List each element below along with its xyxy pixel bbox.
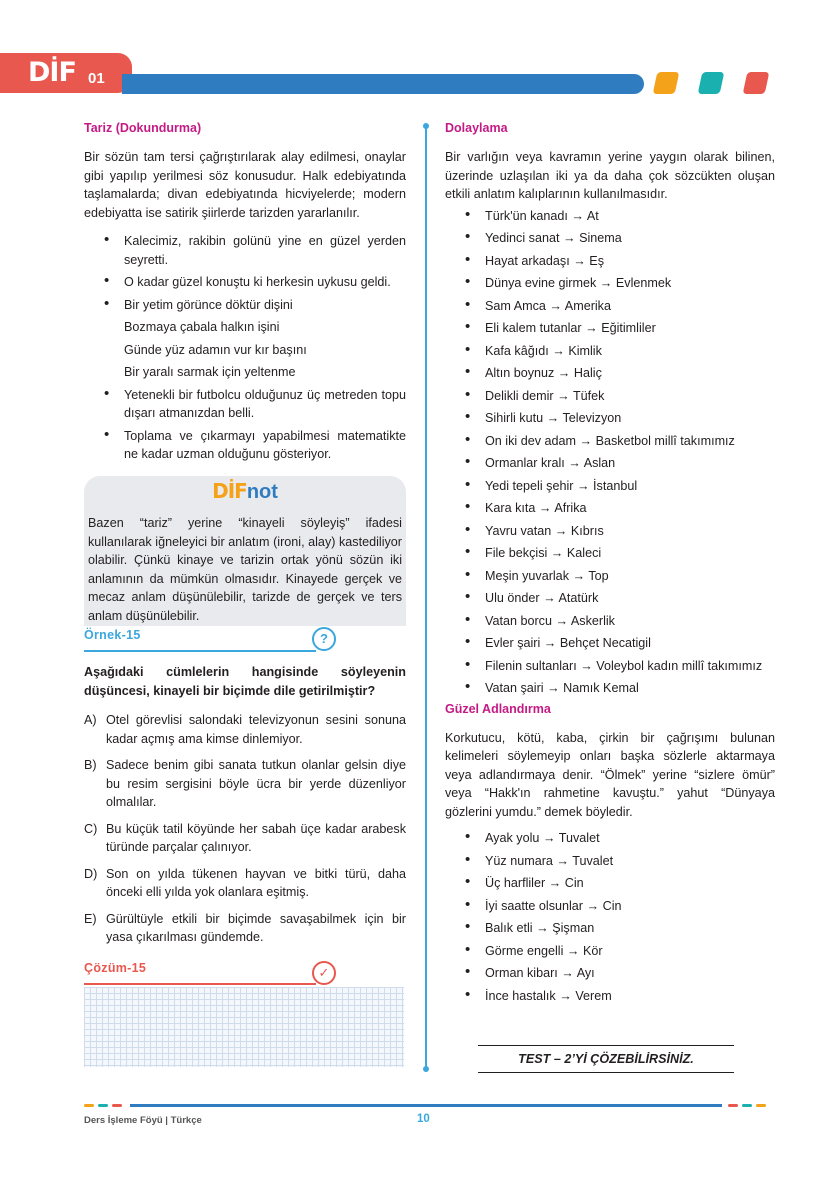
- term: Sihirli kutu: [485, 411, 544, 425]
- check-icon: ✓: [312, 961, 336, 985]
- list-item: [445, 852, 775, 871]
- meaning: Atatürk: [558, 591, 599, 605]
- option-a: [84, 711, 406, 748]
- option-c: [84, 820, 406, 857]
- meaning: Eğitimliler: [601, 321, 656, 335]
- list-item: [445, 229, 775, 248]
- list-item: [445, 567, 775, 586]
- meaning: Top: [588, 568, 609, 583]
- divider-dot-bottom: [423, 1066, 429, 1072]
- arrow-icon: →: [563, 943, 583, 958]
- list-item: [445, 499, 775, 518]
- guzel-adlandirma-paragraph: Korkutucu, kötü, kaba, çirkin bir çağrışımı bulunan kelimeleri söylemeyip onları başka sözlerle aktarmaya veya adlandırmaya denir. “Ölmek” yerine “sizlere ömür” veya “Hakk'ın rahmetine kavuştu.” yahut “Dünyaya gözlerini yumdu.” demek böyledir.: [445, 730, 775, 819]
- list-item: • O kadar güzel konuştu ki herkesin uykusu geldi.: [84, 273, 406, 292]
- arrow-icon: →: [553, 388, 573, 403]
- term: Ayak yolu: [485, 831, 540, 845]
- arrow-icon: →: [543, 681, 564, 695]
- term: Hayat arkadaşı: [485, 253, 570, 268]
- term: Vatan şairi: [485, 681, 544, 695]
- option-letter: B): [84, 758, 97, 772]
- list-item: [445, 207, 775, 226]
- footer-dash: [742, 1104, 752, 1107]
- meaning: Verem: [575, 988, 612, 1003]
- meaning: Basketbol millî takımımız: [595, 433, 735, 448]
- list-item: [445, 387, 775, 406]
- list-item: • Yetenekli bir futbolcu olduğunuz üç metreden topu dışarı atmanızdan belli.: [84, 386, 406, 423]
- tariz-examples-continued: [84, 386, 406, 464]
- dif-note-text: Bazen “tariz” yerine “kinayeli söyleyiş” ifadesi kullanılarak iğneleyici bir anlatım (ironi, alay) kastediliyor olabilir. Çünkü kinaye ve tarizin ortak yönü sözün iki anlamının da mümkün olmasıdır. Kinayede gerçek ve mecaz anlam düşünülebilir, tarizde de gerçek ve ters anlam düşünülebilir.: [88, 516, 402, 623]
- footer-dash: [756, 1104, 766, 1107]
- meaning: Aslan: [583, 456, 616, 470]
- option-letter: C): [84, 821, 98, 836]
- poem-line: Günde yüz adamın vur kır başını: [124, 342, 307, 357]
- option-d: [84, 865, 406, 902]
- option-letter: D): [84, 866, 98, 881]
- option-text: Bu küçük tatil köyünde her sabah üçe kadar arabesk türünde parçalar çalınıyor.: [106, 821, 406, 854]
- tariz-section: [84, 121, 406, 468]
- term: Orman kibarı: [485, 966, 558, 980]
- list-item: [445, 409, 775, 428]
- term: İnce hastalık: [485, 988, 556, 1003]
- meaning: Tuvalet: [558, 831, 600, 845]
- list-item: [445, 522, 775, 541]
- arrow-icon: →: [545, 876, 565, 890]
- dif-logo: DİF: [28, 57, 76, 88]
- footer-dash: [84, 1104, 94, 1107]
- arrow-icon: →: [596, 276, 616, 290]
- list-item: [445, 987, 775, 1006]
- meaning: Kimlik: [568, 343, 602, 358]
- meaning: Tuvalet: [572, 853, 614, 868]
- dif-note-title: [84, 479, 406, 504]
- term: Yedinci sanat: [485, 231, 560, 245]
- term: File bekçisi: [485, 546, 548, 560]
- answer-options: [84, 711, 406, 955]
- term: Yüz numara: [485, 853, 553, 868]
- term: Delikli demir: [485, 388, 554, 403]
- unit-number: 01: [88, 70, 105, 87]
- dif-note-box: [84, 476, 406, 626]
- list-item: [445, 252, 775, 271]
- meaning: Televizyon: [562, 411, 622, 425]
- term: İyi saatte olsunlar: [485, 898, 584, 913]
- arrow-icon: →: [532, 921, 553, 935]
- column-divider: [425, 126, 427, 1070]
- arrow-icon: →: [551, 523, 571, 538]
- arrow-icon: →: [554, 366, 574, 380]
- arrow-icon: →: [540, 636, 560, 650]
- footer-book-title: Ders İşleme Föyü | Türkçe: [84, 1115, 202, 1126]
- header-square-red: [743, 72, 770, 94]
- list-item: [445, 942, 775, 961]
- arrow-icon: →: [559, 231, 580, 245]
- term: Altın boynuz: [485, 366, 555, 380]
- term: Vatan borcu: [485, 613, 552, 628]
- dolaylama-heading: Dolaylama: [445, 121, 508, 135]
- footer-dash: [728, 1104, 738, 1107]
- arrow-icon: →: [567, 208, 587, 223]
- list-item: [445, 297, 775, 316]
- test-reference: TEST – 2’Yİ ÇÖZEBİLİRSİNİZ.: [478, 1045, 734, 1073]
- term: Ulu önder: [485, 591, 540, 605]
- option-e: [84, 910, 406, 947]
- list-item: [445, 919, 775, 938]
- meaning: Şişman: [552, 921, 595, 935]
- meaning: At: [586, 208, 599, 223]
- arrow-icon: →: [576, 658, 597, 673]
- arrow-icon: →: [569, 253, 590, 268]
- arrow-icon: →: [583, 898, 603, 913]
- header-square-orange: [653, 72, 680, 94]
- list-item: [445, 679, 775, 698]
- arrow-icon: →: [581, 321, 602, 335]
- list-item: [445, 544, 775, 563]
- right-column: [445, 121, 775, 1009]
- list-item: [445, 454, 775, 473]
- list-item: [445, 432, 775, 451]
- list-item: [445, 319, 775, 338]
- option-letter: A): [84, 713, 97, 727]
- term: Balık etli: [485, 921, 533, 935]
- arrow-icon: →: [539, 831, 559, 845]
- list-item: [445, 477, 775, 496]
- option-text: Otel görevlisi salondaki televizyonun sesini sonuna kadar açmış ama kimse dinlemiyor.: [106, 713, 406, 746]
- term: Eli kalem tutanlar: [485, 321, 582, 335]
- meaning: Cin: [602, 898, 622, 913]
- page-number: 10: [417, 1113, 430, 1125]
- solution-label: Çözüm-15: [84, 961, 147, 975]
- list-item: • Bir yetim görünce döktür dişini: [84, 296, 406, 315]
- dif-note-title-not: not: [246, 481, 278, 503]
- guzel-adlandirma-heading: Güzel Adlandırma: [445, 701, 551, 716]
- meaning: Evlenmek: [615, 276, 672, 290]
- list-item: [445, 589, 775, 608]
- term: Evler şairi: [485, 636, 541, 650]
- footer-dash: [98, 1104, 108, 1107]
- term: Sam Amca: [485, 298, 546, 313]
- term: Yedi tepeli şehir: [485, 478, 574, 493]
- example-underline: [84, 650, 316, 652]
- term: Türk'ün kanadı: [485, 208, 568, 223]
- header-square-teal: [698, 72, 725, 94]
- arrow-icon: →: [555, 988, 576, 1003]
- footer-dash: [112, 1104, 122, 1107]
- arrow-icon: →: [539, 591, 559, 605]
- tariz-paragraph: Bir sözün tam tersi çağrıştırılarak alay edilmesi, onaylar gibi yapılıp yerilmesi söz konusudur. Halk edebiyatında taşlamalarda; divan edebiyatında hicviyelerde; modern edebiyatta ise satirik şiirlerde tarizden yararlanılır.: [84, 150, 406, 220]
- term: Meşin yuvarlak: [485, 568, 569, 583]
- meaning: Kör: [583, 943, 603, 958]
- arrow-icon: →: [564, 456, 584, 470]
- arrow-icon: →: [535, 501, 555, 515]
- list-item: [445, 342, 775, 361]
- meaning: Eş: [589, 253, 604, 268]
- question-text: Aşağıdaki cümlelerin hangisinde söyleyenin düşüncesi, kinayeli bir biçimde dile getirilmiştir?: [84, 665, 406, 698]
- list-item: [445, 612, 775, 631]
- list-item: [445, 657, 775, 676]
- divider-dot-top: [423, 123, 429, 129]
- solution-underline: [84, 983, 316, 985]
- arrow-icon: →: [547, 546, 567, 560]
- term: Yavru vatan: [485, 523, 552, 538]
- meaning: Tüfek: [572, 388, 605, 403]
- meaning: Namık Kemal: [563, 681, 639, 695]
- meaning: Voleybol kadın millî takımımız: [596, 658, 763, 673]
- arrow-icon: →: [576, 433, 596, 448]
- list-item: [445, 964, 775, 983]
- meaning: Askerlik: [570, 613, 615, 628]
- option-text: Gürültüyle etkili bir biçimde savaşabilmek için bir yasa çıkarılması gündemde.: [106, 911, 406, 944]
- term: Dünya evine girmek: [485, 276, 597, 290]
- arrow-icon: →: [551, 613, 571, 628]
- arrow-icon: →: [557, 966, 577, 980]
- arrow-icon: →: [543, 411, 563, 425]
- arrow-icon: →: [548, 343, 569, 358]
- meaning: İstanbul: [593, 478, 638, 493]
- meaning: Cin: [564, 876, 584, 890]
- solution-grid-area[interactable]: [84, 987, 404, 1067]
- list-item: [445, 829, 775, 848]
- option-text: Son on yılda tükenen hayvan ve bitki türü, daha önceki elli yılda yok olanlara eşitmiş.: [106, 866, 406, 899]
- footer-line: [130, 1104, 722, 1107]
- term: Görme engelli: [485, 943, 564, 958]
- list-item: • Kalecimiz, rakibin golünü yine en güzel yerden seyretti.: [84, 232, 406, 269]
- meaning: Amerika: [564, 298, 611, 313]
- arrow-icon: →: [569, 568, 589, 583]
- arrow-icon: →: [573, 478, 594, 493]
- term: Filenin sultanları: [485, 658, 577, 673]
- header-band: [122, 74, 644, 94]
- term: Ormanlar kralı: [485, 456, 565, 470]
- meaning: Kıbrıs: [570, 523, 604, 538]
- meaning: Afrika: [554, 501, 587, 515]
- arrow-icon: →: [552, 853, 573, 868]
- dolaylama-paragraph: Bir varlığın veya kavramın yerine yaygın olarak bilinen, üzerinde uzlaşılan iki ya da daha çok sözcükten oluşan etkili anlatım kalıplarının kullanılmasıdır.: [445, 150, 775, 201]
- poem-line: Bir yaralı sarmak için yeltenme: [124, 365, 296, 379]
- term: On iki dev adam: [485, 433, 576, 448]
- arrow-icon: →: [545, 298, 565, 313]
- tariz-examples: [84, 232, 406, 314]
- list-item: [445, 874, 775, 893]
- list-item: [445, 897, 775, 916]
- question-icon: ?: [312, 627, 336, 651]
- meaning: Behçet Necatigil: [559, 636, 651, 650]
- term: Kara kıta: [485, 501, 536, 515]
- term: Kafa kâğıdı: [485, 343, 549, 358]
- poem-line: Bozmaya çabala halkın işini: [124, 320, 280, 334]
- meaning: Sinema: [579, 231, 622, 245]
- dif-note-title-dif: DİF: [212, 479, 247, 503]
- tariz-heading: Tariz (Dokundurma): [84, 121, 202, 135]
- list-item: [445, 634, 775, 653]
- meaning: Ayı: [576, 966, 595, 980]
- option-letter: E): [84, 911, 97, 926]
- option-b: [84, 756, 406, 812]
- list-item: [445, 274, 775, 293]
- meaning: Kaleci: [566, 546, 602, 560]
- list-item: [445, 364, 775, 383]
- guzel-adlandirma-list: [445, 829, 775, 1005]
- option-text: Sadece benim gibi sanata tutkun olanlar gelsin diye bu resim sergisini böyle ücra bir yerde düzenliyor olmalılar.: [106, 758, 406, 809]
- meaning: Haliç: [573, 366, 602, 380]
- term: Üç harfliler: [485, 876, 546, 890]
- dolaylama-list: [445, 207, 775, 698]
- example-label: Örnek-15: [84, 628, 141, 642]
- list-item: • Toplama ve çıkarmayı yapabilmesi matematikte ne kadar uzman olduğunu gösteriyor.: [84, 427, 406, 464]
